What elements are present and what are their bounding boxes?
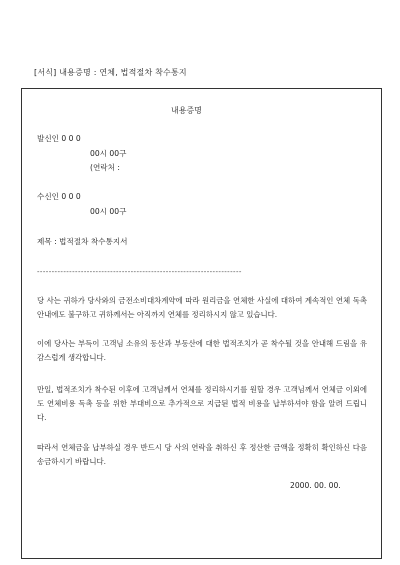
body-paragraph-3: 만일, 법적조치가 착수된 이후에 고객님께서 연체를 정리하시기를 원할 경우 고객님께서 연체금 이외에도 연체비용 독촉 등을 위한 부대비으로 추가적으로 지급된 법적 비용을 납부하셔야 함을 알려 드립니다. xyxy=(37,385,367,423)
sender-label: 발신인 0 0 0 xyxy=(37,134,81,143)
sender-contact: (연락처 : xyxy=(90,163,120,172)
form-caption: [서식] 내용증명 : 연체, 법적절차 착수통지 xyxy=(34,68,187,77)
sender-address: 00시 00구 xyxy=(90,149,127,158)
divider-line: ---------------------------------------------------------------------- xyxy=(37,268,242,276)
body-paragraph-4: 따라서 연체금을 납부하실 경우 반드시 당 사의 연락을 취하신 후 정산한 금액을 정확히 확인하신 다음 송금하시기 바랍니다. xyxy=(37,443,367,467)
body-paragraph-2: 이에 당사는 부득이 고객님 소유의 동산과 부동산에 대한 법적조치가 곧 착수될 것을 안내해 드림을 유감스럽게 생각합니다. xyxy=(37,339,367,363)
document-title: 내용증명 xyxy=(171,106,202,115)
body-paragraph-1: 당 사는 귀하가 당사와의 금전소비대차계약에 따라 원리금을 연체한 사실에 대하여 계속적인 연체 독촉 안내에도 불구하고 귀하께서는 아직까지 연체를 정리하시지 않고 있습니다. xyxy=(37,296,367,320)
recipient-address: 00시 00구 xyxy=(90,207,127,216)
recipient-label: 수신인 0 0 0 xyxy=(37,192,81,201)
subject-line: 제목 : 법적절차 착수통지서 xyxy=(37,237,128,246)
document-date: 2000. 00. 00. xyxy=(290,481,341,490)
